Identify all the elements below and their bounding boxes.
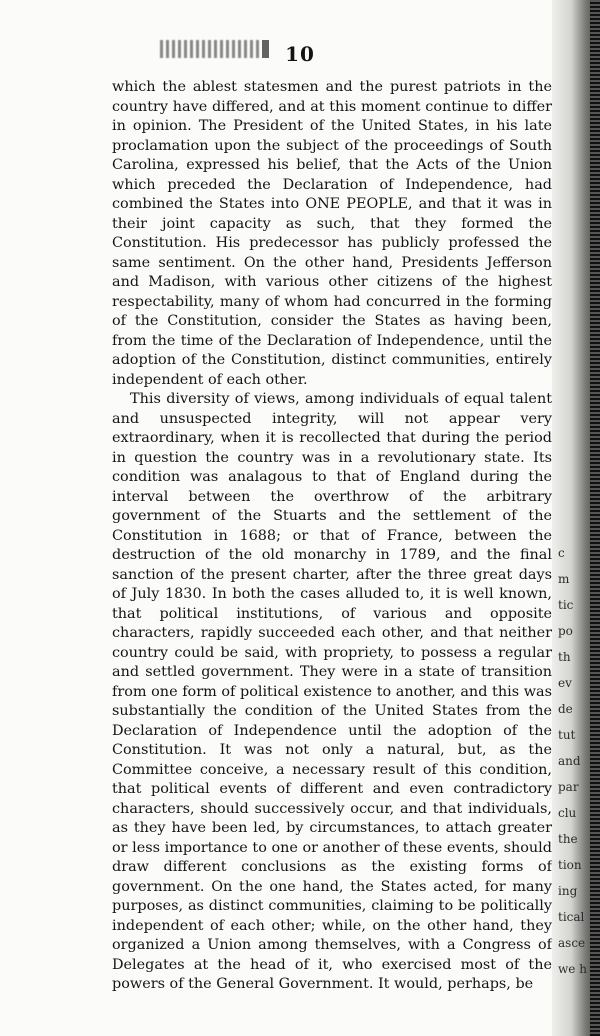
facing-word: c (558, 546, 565, 560)
facing-word: and (558, 754, 581, 768)
paragraph-1: which the ablest statesmen and the purest patriots in the country have differed, and at this moment continue to differ in opinion. The President of the United States, in his late proclamation upon the subject of the proceedings of South Carolina, expressed his belief, that the Acts of the Union which preceded the Declaration of Independence, had combined the States into ONE PEOPLE, and that it was in their joint capacity as such, that they formed the Constitution. His predecessor has publicly professed the same sentiment. On the other hand, Presidents Jefferson and Madison, with various other citizens of the highest respectability, many of whom had concurred in the forming of the Constitution, consider the States as having been, from the time of the Declaration of Independence, until the adoption of the Constitution, distinct communities, entirely independent of each other. (112, 79, 552, 388)
facing-word: tut (558, 728, 576, 742)
facing-word: th (558, 650, 571, 664)
facing-word: po (558, 624, 573, 638)
facing-word: ev (558, 676, 572, 690)
facing-word: the (558, 832, 578, 846)
facing-page-bleed (558, 540, 588, 982)
facing-word: we h (558, 962, 587, 976)
facing-word: par (558, 780, 579, 794)
page-edge (590, 0, 600, 1036)
facing-word: de (558, 702, 573, 716)
facing-word: m (558, 572, 570, 586)
body-text (112, 78, 552, 995)
facing-word: tic (558, 598, 574, 612)
facing-word: ing (558, 884, 578, 898)
facing-word: tical (558, 910, 585, 924)
facing-word: asce (558, 936, 586, 950)
facing-word: tion (558, 858, 582, 872)
page-number: 10 (285, 42, 315, 66)
paragraph-2: This diversity of views, among individuals of equal talent and unsuspected integrity, will not appear very extraordinary, when it is recollected that during the period in question the country was in a revolutionary state. Its condition was analagous to that of England during the interval between the overthrow of the arbitrary government of the Stuarts and the settlement of the Constitution in 1688; or that of France, between the destruction of the old monarchy in 1789, and the final sanction of the present charter, after the three great days of July 1830. In both the cases alluded to, it is well known, that political institutions, of various and opposite characters, rapidly succeeded each other, and that neither country could be said, with propriety, to possess a regular and settled government. They were in a state of transition from one form of political existence to another, and this was substantially the condition of the United States from the Declaration of Independence until the adoption of the Constitution. It was not only a natural, but, as the Committee conceive, a necessary result of this condition, that political events of different and even contradictory characters, should successively occur, and that individuals, as they have been led, by circumstances, to attach greater or less importance to one or another of these events, should draw different conclusions as the existing forms of government. On the one hand, the States acted, for many purposes, as distinct communities, claiming to be politically independent of each other; while, on the other hand, they organized a Union among themselves, with a Congress of Delegates at the head of it, who exercised most of the powers of the General Government. It would, perhaps, be (112, 391, 552, 992)
facing-word: clu (558, 806, 577, 820)
